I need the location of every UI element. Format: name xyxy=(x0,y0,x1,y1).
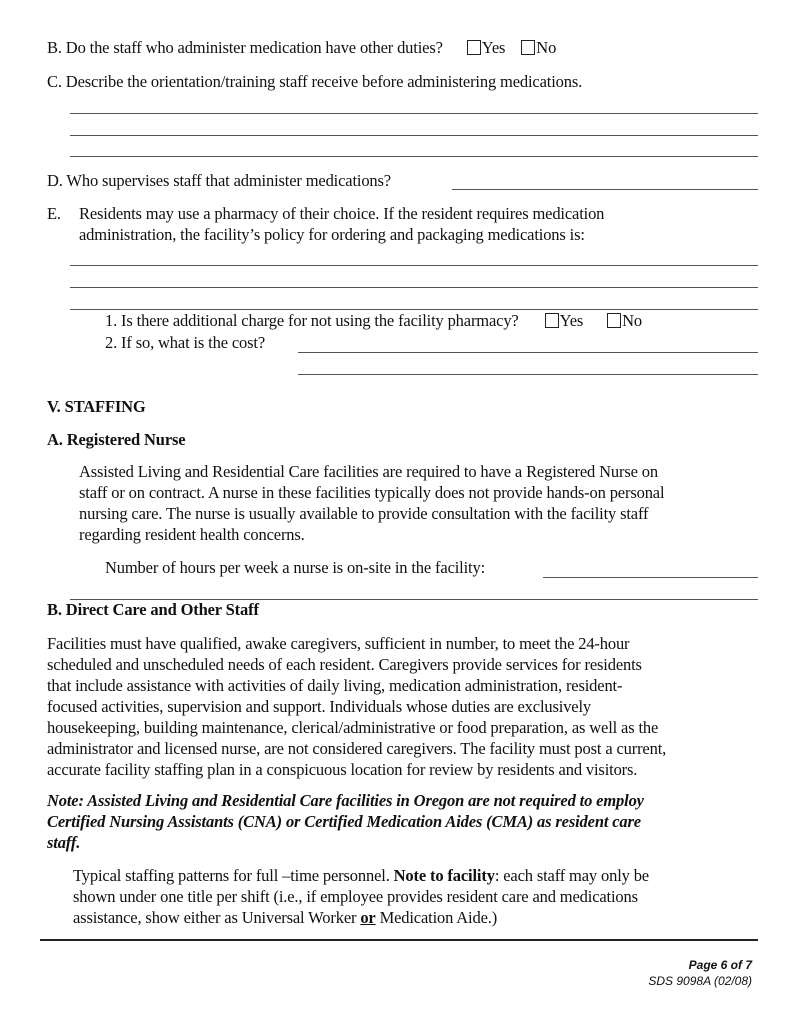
answer-line-c3[interactable] xyxy=(70,156,758,157)
yes-option[interactable] xyxy=(545,311,584,331)
answer-line-c1[interactable] xyxy=(70,113,758,114)
subsection-heading-a: A. Registered Nurse xyxy=(47,430,186,449)
form-number: SDS 9098A (02/08) xyxy=(648,974,752,988)
or-emphasis: or xyxy=(360,908,376,927)
yes-checkbox[interactable] xyxy=(545,313,559,328)
paragraph-line: Assisted Living and Residential Care facilities are required to have a Registered Nurse on xyxy=(79,462,658,481)
question-b-text: B. Do the staff who administer medication have other duties? xyxy=(47,38,443,57)
paragraph-line: that include assistance with activities of daily living, medication administration, resident- xyxy=(47,676,623,695)
answer-line-d[interactable] xyxy=(452,189,758,190)
subsection-heading-b: B. Direct Care and Other Staff xyxy=(47,600,259,619)
note-line: Note: Assisted Living and Residential Care facilities in Oregon are not required to employ xyxy=(47,791,644,810)
typical-line xyxy=(73,908,497,928)
answer-line-c2[interactable] xyxy=(70,135,758,136)
typical-line: shown under one title per shift (i.e., if employee provides resident care and medications xyxy=(73,887,638,906)
question-e-line: Residents may use a pharmacy of their choice. If the resident requires medication xyxy=(79,204,605,223)
paragraph-line: nursing care. The nurse is usually available to provide consultation with the facility staff xyxy=(79,504,649,523)
yes-option[interactable] xyxy=(467,38,506,58)
typical-text: : each staff may only be xyxy=(494,866,649,885)
answer-line-cost1[interactable] xyxy=(298,352,758,353)
page-number: Page 6 of 7 xyxy=(688,958,752,972)
paragraph-line: administrator and licensed nurse, are not considered caregivers. The facility must post a current, xyxy=(47,739,667,758)
footer-divider xyxy=(40,939,758,941)
answer-line-e2[interactable] xyxy=(70,287,758,288)
section-heading: V. STAFFING xyxy=(47,397,146,416)
question-e-label: E. xyxy=(47,204,61,223)
paragraph-line: staff or on contract. A nurse in these facilities typically does not provide hands-on personal xyxy=(79,483,665,502)
yes-label: Yes xyxy=(481,38,506,57)
paragraph-line: Facilities must have qualified, awake caregivers, sufficient in number, to meet the 24-hour xyxy=(47,634,630,653)
no-checkbox[interactable] xyxy=(607,313,621,328)
note-line: staff. xyxy=(47,833,81,852)
no-option[interactable] xyxy=(607,311,642,331)
yes-checkbox[interactable] xyxy=(467,40,481,55)
typical-text: Typical staffing patterns for full –time personnel. xyxy=(73,866,394,885)
note-line: Certified Nursing Assistants (CNA) or Certified Medication Aides (CMA) as resident care xyxy=(47,812,641,831)
nurse-hours-question: Number of hours per week a nurse is on-site in the facility: xyxy=(105,558,486,577)
answer-line-cost2[interactable] xyxy=(298,374,758,375)
paragraph-line: focused activities, supervision and support. Individuals whose duties are exclusively xyxy=(47,697,592,716)
yes-label: Yes xyxy=(559,311,584,330)
question-e2: 2. If so, what is the cost? xyxy=(105,333,265,352)
question-c: C. Describe the orientation/training staff receive before administering medications. xyxy=(47,72,583,91)
answer-line-e1[interactable] xyxy=(70,265,758,266)
question-b xyxy=(47,38,556,58)
paragraph-line: scheduled and unscheduled needs of each resident. Caregivers provide services for residents xyxy=(47,655,642,674)
no-option[interactable] xyxy=(521,38,556,58)
nurse-hours-input-line[interactable] xyxy=(543,577,758,578)
paragraph-line: housekeeping, building maintenance, clerical/administrative or food preparation, as well as the xyxy=(47,718,659,737)
note-to-facility: Note to facility xyxy=(393,866,495,885)
paragraph-line: regarding resident health concerns. xyxy=(79,525,305,544)
paragraph-line: accurate facility staffing plan in a conspicuous location for review by residents and visitors. xyxy=(47,760,638,779)
question-e-line: administration, the facility’s policy for ordering and packaging medications is: xyxy=(79,225,585,244)
question-e1-text: 1. Is there additional charge for not using the facility pharmacy? xyxy=(105,311,519,330)
typical-text: assistance, show either as Universal Worker xyxy=(73,908,361,927)
no-label: No xyxy=(536,38,557,57)
no-checkbox[interactable] xyxy=(521,40,535,55)
question-d: D. Who supervises staff that administer medications? xyxy=(47,171,391,190)
typical-line xyxy=(73,866,649,886)
no-label: No xyxy=(622,311,643,330)
typical-text: Medication Aide.) xyxy=(375,908,498,927)
answer-line-e3[interactable] xyxy=(70,309,758,310)
question-e1 xyxy=(105,311,642,331)
